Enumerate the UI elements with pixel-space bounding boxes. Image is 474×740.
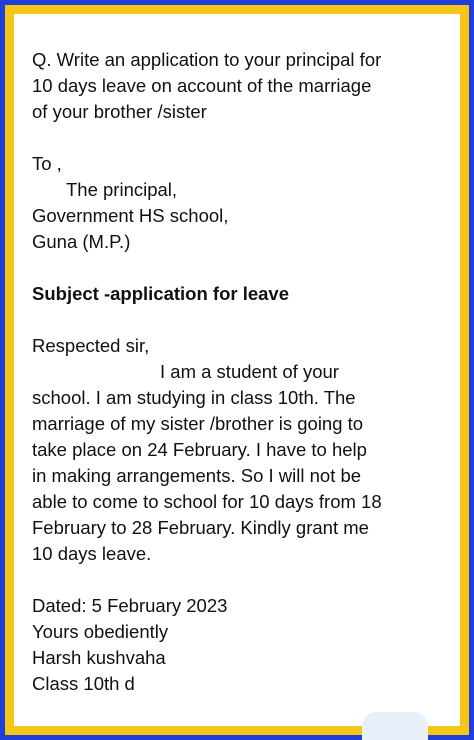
question-block <box>32 47 432 125</box>
address-block <box>32 151 432 255</box>
subject-line: Subject -application for leave <box>32 283 290 304</box>
body-line-1: I am a student of your <box>160 361 339 382</box>
body-line-4: take place on 24 February. I have to help <box>32 439 367 460</box>
question-line-3: of your brother /sister <box>32 101 207 122</box>
body-block <box>32 333 432 567</box>
salutation: Respected sir, <box>32 335 150 356</box>
floating-action-button[interactable] <box>362 712 428 740</box>
body-line-2: school. I am studying in class 10th. The <box>32 387 356 408</box>
address-recipient: The principal, <box>66 179 178 200</box>
address-city: Guna (M.P.) <box>32 231 131 252</box>
closing-class: Class 10th d <box>32 673 135 694</box>
body-line-7: February to 28 February. Kindly grant me <box>32 517 369 538</box>
body-line-6: able to come to school for 10 days from 18 <box>32 491 382 512</box>
letter-content <box>32 47 432 697</box>
address-school: Government HS school, <box>32 205 229 226</box>
closing-sign-off: Yours obediently <box>32 621 169 642</box>
question-line-2: 10 days leave on account of the marriage <box>32 75 372 96</box>
closing-block <box>32 593 432 697</box>
question-line-1: Q. Write an application to your principal for <box>32 49 382 70</box>
body-line-8: 10 days leave. <box>32 543 152 564</box>
closing-date: Dated: 5 February 2023 <box>32 595 228 616</box>
body-line-5: in making arrangements. So I will not be <box>32 465 362 486</box>
address-to: To , <box>32 153 62 174</box>
body-line-3: marriage of my sister /brother is going to <box>32 413 364 434</box>
closing-name: Harsh kushvaha <box>32 647 166 668</box>
